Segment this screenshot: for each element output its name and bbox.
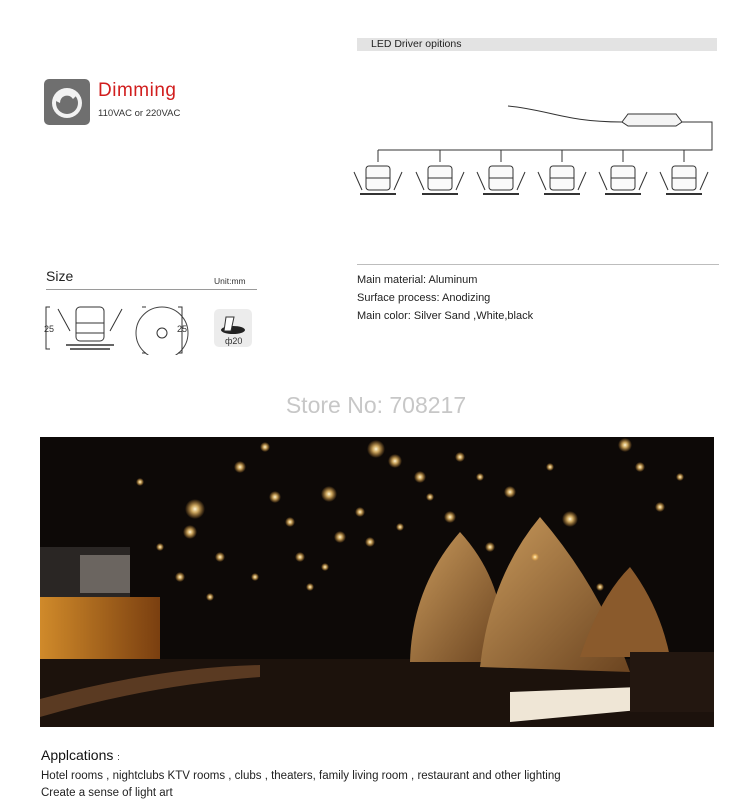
ceiling-light (136, 478, 144, 486)
downlight-icon (538, 166, 586, 194)
ceiling-light (260, 442, 270, 452)
driver-title: LED Driver opitions (371, 38, 462, 50)
applications-colon: : (117, 752, 120, 762)
ceiling-light (334, 531, 346, 543)
ceiling-light (388, 454, 402, 468)
store-watermark: Store No: 708217 (285, 392, 467, 418)
ceiling-light (321, 563, 329, 571)
size-unit: Unit:mm (214, 276, 246, 286)
ceiling-light (185, 499, 205, 519)
ceiling-light (306, 583, 314, 591)
ceiling-light (531, 553, 539, 561)
ceiling-light (234, 461, 246, 473)
height-label: 25 (44, 324, 55, 334)
color-line: Main color: Silver Sand ,White,black (357, 310, 534, 322)
material-line: Main material: Aluminum (357, 274, 478, 286)
driver-wiring-diagram (350, 100, 720, 200)
dimmer-icon (44, 79, 90, 125)
ceiling-light (562, 511, 578, 527)
restaurant-photo (40, 437, 714, 727)
ceiling-light (635, 462, 645, 472)
ceiling-light (285, 517, 295, 527)
dimension-drawings (40, 303, 260, 355)
cutout-label: ф20 (225, 336, 243, 346)
size-title: Size (46, 268, 74, 284)
ceiling-light (321, 486, 337, 502)
applications-title (41, 747, 120, 763)
ceiling-light (183, 525, 197, 539)
ceiling-light (596, 583, 604, 591)
ceiling-light (156, 543, 164, 551)
diameter-label: 25 (177, 324, 188, 334)
ceiling-light (365, 537, 375, 547)
ceiling-light (355, 507, 365, 517)
ceiling-light (476, 473, 484, 481)
applications-heading: Applcations (41, 747, 114, 763)
ceiling-light (175, 572, 185, 582)
applications-tagline: Create a sense of light art (41, 787, 173, 799)
ceiling-light (269, 491, 281, 503)
ceiling-light (504, 486, 516, 498)
downlight-icon (599, 166, 647, 194)
downlight-icon (477, 166, 525, 194)
ceiling-light (206, 593, 214, 601)
downlight-icon (354, 166, 402, 194)
ceiling-light (251, 573, 259, 581)
material-divider (357, 264, 719, 265)
ceiling-light (367, 440, 385, 458)
ceiling-light (655, 502, 665, 512)
size-divider (46, 289, 257, 290)
downlight-icon (660, 166, 708, 194)
dimming-title: Dimming (98, 80, 177, 101)
ceiling-light (676, 473, 684, 481)
ceiling-light (215, 552, 225, 562)
ceiling-light (295, 552, 305, 562)
applications-line: Hotel rooms , nightclubs KTV rooms , clubs , theaters, family living room , restaurant and other lighting (41, 770, 561, 782)
dimming-voltage: 110VAC or 220VAC (98, 108, 181, 119)
surface-line: Surface process: Anodizing (357, 292, 491, 304)
ceiling-light (396, 523, 404, 531)
downlight-icon (416, 166, 464, 194)
ceiling-light (546, 463, 554, 471)
ceiling-light (414, 471, 426, 483)
ceiling-light (444, 511, 456, 523)
ceiling-light (426, 493, 434, 501)
ceiling-light (485, 542, 495, 552)
ceiling-light (618, 438, 632, 452)
ceiling-light (455, 452, 465, 462)
